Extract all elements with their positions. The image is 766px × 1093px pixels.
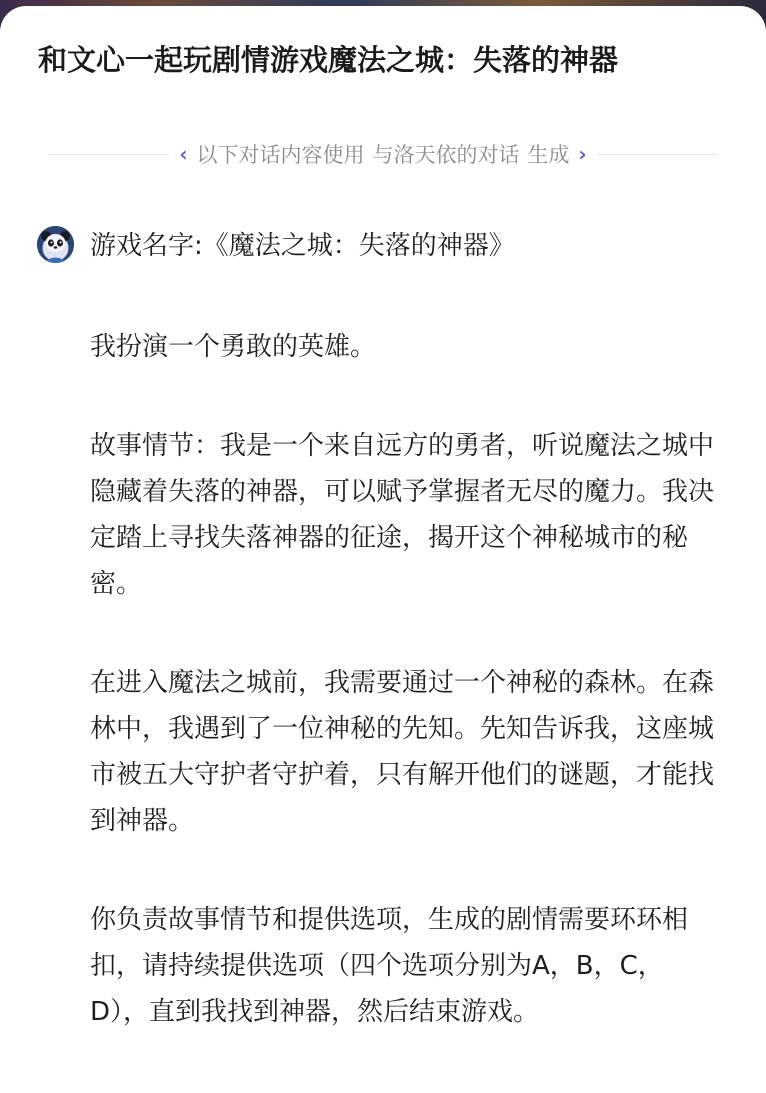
divider-prefix: 以下对话内容使用 [196, 143, 365, 167]
message-paragraph: 在进入魔法之城前，我需要通过一个神秘的森林。在森林中，我遇到了一位神秘的先知。先知告诉我，这座城市被五大守护者守护着，只有解开他们的谜题，才能找到神器。 [90, 668, 715, 836]
conversation-source-divider [48, 136, 718, 172]
message-paragraph: 我扮演一个勇敢的英雄。 [90, 332, 377, 362]
message-paragraph: 你负责故事情节和提供选项，生成的剧情需要环环相扣，请持续提供选项（四个选项分别为A，B，C，D），直到我找到神器，然后结束游戏。 [90, 905, 689, 1027]
divider-source: 与洛天依的对话 [372, 143, 520, 167]
page-title: 和文心一起玩剧情游戏魔法之城：失落的神器 [38, 43, 619, 77]
message-paragraph: 游戏名字:《魔法之城：失落的神器》 [90, 231, 515, 261]
chevron-right-icon: › [578, 142, 587, 166]
divider-suffix: 生成 [527, 143, 570, 167]
chevron-left-icon: ‹ [179, 142, 188, 166]
divider-line-left [48, 154, 169, 155]
conversation-source-link[interactable] [169, 139, 598, 169]
message-body [90, 223, 720, 1035]
message-paragraph: 故事情节：我是一个来自远方的勇者，听说魔法之城中隐藏着失落的神器，可以赋予掌握者无尽的魔力。我决定踏上寻找失落神器的征途，揭开这个神秘城市的秘密。 [90, 431, 715, 599]
divider-line-right [598, 154, 719, 155]
panda-avatar-icon[interactable] [37, 226, 74, 263]
